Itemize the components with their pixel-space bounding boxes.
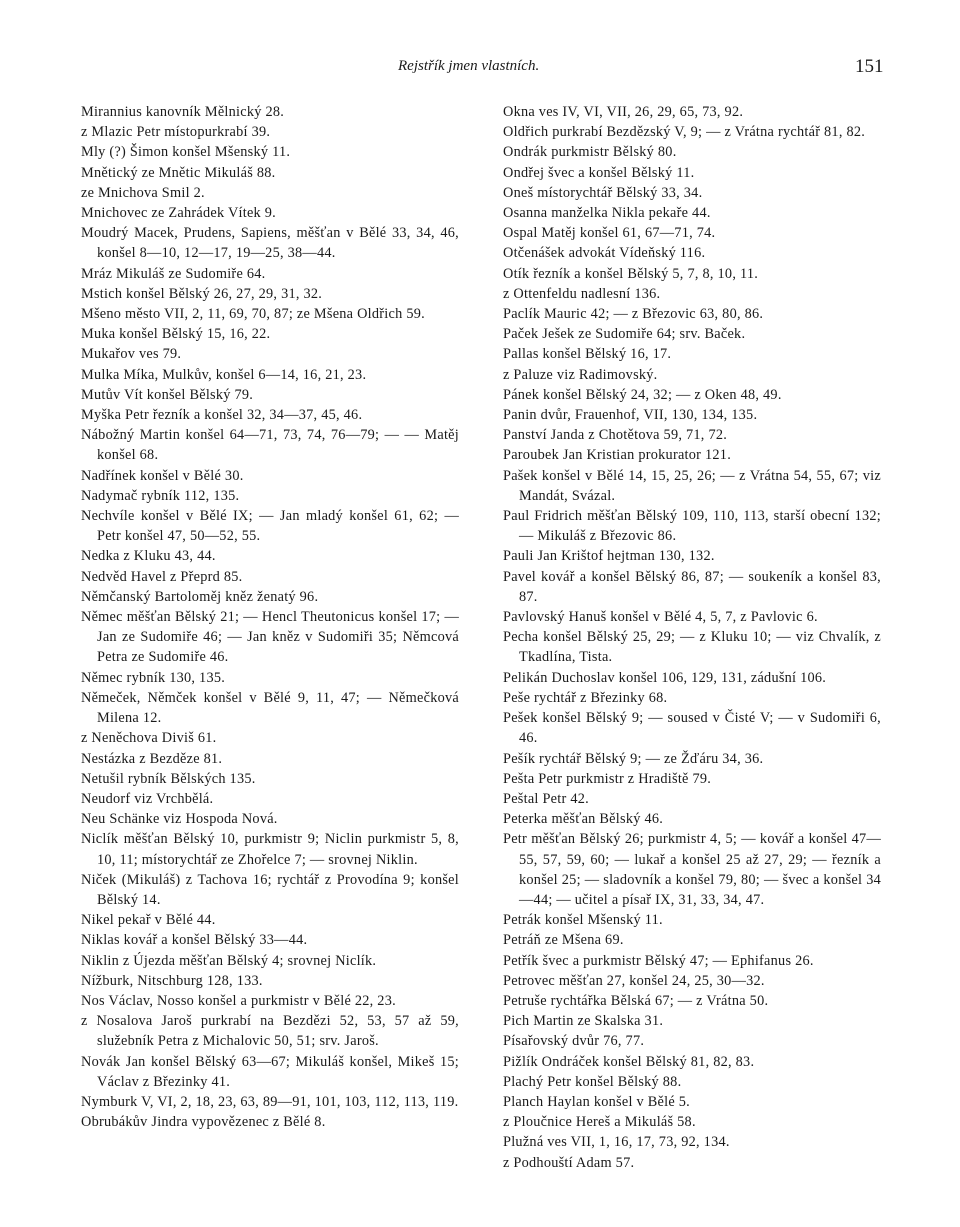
index-entry: Nedka z Kluku 43, 44. xyxy=(81,548,216,565)
index-entry: Nábožný Martin konšel 64—71, 73, 74, 76—79; — — Matěj konšel 68. xyxy=(81,427,459,464)
index-entry: Nos Václav, Nosso konšel a purkmistr v Bělé 22, 23. xyxy=(81,992,396,1009)
index-entry: Pelikán Duchoslav konšel 106, 129, 131, zádušní 106. xyxy=(503,669,827,686)
index-entry: Muka konšel Bělský 15, 16, 22. xyxy=(81,326,271,343)
index-entry: Němec měšťan Bělský 21; — Hencl Theutonicus konšel 17; — Jan ze Sudomiře 46; — Jan kněz v Sudomiři 35; Němcová Petra ze Sudomiře 46. xyxy=(81,609,459,666)
index-entry: Petruše rychtářka Bělská 67; — z Vrátna 50. xyxy=(503,992,769,1009)
index-entry: Písařovský dvůr 76, 77. xyxy=(503,1033,645,1050)
index-entry: Panin dvůr, Frauenhof, VII, 130, 134, 135. xyxy=(503,407,758,424)
index-entry: Paul Fridrich měšťan Bělský 109, 110, 113, starší obecní 132; — Mikuláš z Březovic 86. xyxy=(503,508,881,545)
index-entry: Nikel pekař v Bělé 44. xyxy=(81,912,216,929)
index-entry: ze Mnichova Smil 2. xyxy=(81,184,205,201)
index-entry: Ondrák purkmistr Bělský 80. xyxy=(503,144,677,161)
index-entry: Pašek konšel v Bělé 14, 15, 25, 26; — z Vrátna 54, 55, 67; viz Mandát, Svázal. xyxy=(503,467,881,504)
index-entry: Mnichovec ze Zahrádek Vítek 9. xyxy=(81,205,277,222)
index-entry: Pižlík Ondráček konšel Bělský 81, 82, 83. xyxy=(503,1053,755,1070)
index-entry: Plužná ves VII, 1, 16, 17, 73, 92, 134. xyxy=(503,1134,730,1151)
index-entry: Nechvíle konšel v Bělé IX; — Jan mladý konšel 61, 62; — Petr konšel 47, 50—52, 55. xyxy=(81,508,459,545)
running-head xyxy=(0,58,960,82)
index-entry: Oldřich purkrabí Bezdězský V, 9; — z Vrátna rychtář 81, 82. xyxy=(503,124,866,141)
index-entry: Peštal Petr 42. xyxy=(503,790,589,807)
index-entry: Paček Ješek ze Sudomiře 64; srv. Baček. xyxy=(503,326,746,343)
index-entry: Plachý Petr konšel Bělský 88. xyxy=(503,1073,682,1090)
index-entry: Nadymač rybník 112, 135. xyxy=(81,487,240,504)
index-entry: Mšeno město VII, 2, 11, 69, 70, 87; ze Mšena Oldřich 59. xyxy=(81,306,425,323)
running-title: Rejstřík jmen vlastních. xyxy=(398,58,540,74)
index-entry: Pauli Jan Krištof hejtman 130, 132. xyxy=(503,548,715,565)
index-entry: Ospal Matěj konšel 61, 67—71, 74. xyxy=(503,225,716,242)
index-entry: Pavlovský Hanuš konšel v Bělé 4, 5, 7, z Pavlovic 6. xyxy=(503,609,818,626)
index-entry: Neu Schänke viz Hospoda Nová. xyxy=(81,811,278,828)
index-entry: Otčenášek advokát Vídeňský 116. xyxy=(503,245,706,262)
index-entry: Petráň ze Mšena 69. xyxy=(503,932,624,949)
index-entry: Mutův Vít konšel Bělský 79. xyxy=(81,386,254,403)
index-entry: Nestázka z Bezděze 81. xyxy=(81,750,223,767)
index-column-left xyxy=(81,102,459,1132)
index-entry: Neudorf viz Vrchbělá. xyxy=(81,790,214,807)
index-entry: Pallas konšel Bělský 16, 17. xyxy=(503,346,672,363)
index-entry: Nedvěd Havel z Přeprd 85. xyxy=(81,568,243,585)
index-entry: Novák Jan konšel Bělský 63—67; Mikuláš konšel, Mikeš 15; Václav z Březinky 41. xyxy=(81,1053,459,1090)
index-entry: Peše rychtář z Březinky 68. xyxy=(503,689,668,706)
index-entry: Nadřínek konšel v Bělé 30. xyxy=(81,467,244,484)
index-entry: Petr měšťan Bělský 26; purkmistr 4, 5; — kovář a konšel 47—55, 57, 59, 60; — lukař a konšel 25 až 27, 29; — řezník a konšel 25; — sladovník a konšel 79, 80; — švec a konšel 34—44; — učitel a písař IX, 31, 33, 34, 47. xyxy=(503,831,881,908)
index-entry: Petřík švec a purkmistr Bělský 47; — Ephifanus 26. xyxy=(503,952,814,969)
index-entry: z Neněchova Diviš 61. xyxy=(81,730,217,747)
index-column-right xyxy=(503,102,881,1173)
index-entry: Pich Martin ze Skalska 31. xyxy=(503,1013,664,1030)
index-entry: Moudrý Macek, Prudens, Sapiens, měšťan v Bělé 33, 34, 46, konšel 8—10, 12—17, 19—25, 38—44. xyxy=(81,225,459,262)
index-entry: Pánek konšel Bělský 24, 32; — z Oken 48, 49. xyxy=(503,386,782,403)
index-entry: z Ottenfeldu nadlesní 136. xyxy=(503,285,661,302)
index-entry: Niklin z Újezda měšťan Bělský 4; srovnej Niclík. xyxy=(81,952,377,969)
index-entry: Myška Petr řezník a konšel 32, 34—37, 45, 46. xyxy=(81,407,363,424)
index-entry: z Mlazic Petr místopurkrabí 39. xyxy=(81,124,271,141)
index-entry: Němeček, Němček konšel v Bělé 9, 11, 47; — Němečková Milena 12. xyxy=(81,689,459,727)
index-entry: Okna ves IV, VI, VII, 26, 29, 65, 73, 92. xyxy=(503,104,744,120)
index-entry: Oneš místorychtář Bělský 33, 34. xyxy=(503,184,703,201)
index-entry: z Podhouští Adam 57. xyxy=(503,1154,635,1171)
index-entry: Planch Haylan konšel v Bělé 5. xyxy=(503,1093,690,1110)
index-entry: Mstich konšel Bělský 26, 27, 29, 31, 32. xyxy=(81,285,323,302)
index-entry: z Paluze viz Radimovský. xyxy=(503,366,658,383)
index-entry: Mulka Míka, Mulkův, konšel 6—14, 16, 21, 23. xyxy=(81,366,367,383)
index-entry: Otík řezník a konšel Bělský 5, 7, 8, 10, 11. xyxy=(503,265,759,282)
index-entry: Pavel kovář a konšel Bělský 86, 87; — soukeník a konšel 83, 87. xyxy=(503,568,881,605)
index-entry: Ondřej švec a konšel Bělský 11. xyxy=(503,164,695,181)
index-entry: Pešek konšel Bělský 9; — soused v Čisté V; — v Sudomiři 6, 46. xyxy=(503,710,881,747)
index-entry: Pešík rychtář Bělský 9; — ze Žďáru 34, 36. xyxy=(503,750,764,767)
index-entry: Mnětický ze Mnětic Mikuláš 88. xyxy=(81,164,276,181)
index-entry: Paroubek Jan Kristian prokurator 121. xyxy=(503,447,732,464)
index-entry: Petrovec měšťan 27, konšel 24, 25, 30—32. xyxy=(503,972,765,989)
index-entry: Mukařov ves 79. xyxy=(81,346,182,363)
index-entry: Niček (Mikuláš) z Tachova 16; rychtář z Provodína 9; konšel Bělský 14. xyxy=(81,871,459,908)
index-entry: Němčanský Bartoloměj kněz ženatý 96. xyxy=(81,588,319,605)
index-entry: Mly (?) Šimon konšel Mšenský 11. xyxy=(81,144,291,161)
index-entry: Nymburk V, VI, 2, 18, 23, 63, 89—91, 101, 103, 112, 113, 119. xyxy=(81,1093,459,1110)
index-entry: Netušil rybník Bělských 135. xyxy=(81,770,256,787)
index-entry: z Nosalova Jaroš purkrabí na Bezdězi 52, 53, 57 až 59, služebník Petra z Michalovic 50, 51; srv. Jaroš. xyxy=(81,1013,459,1050)
index-entry: Mráz Mikuláš ze Sudomiře 64. xyxy=(81,265,266,282)
index-entry: Niklas kovář a konšel Bělský 33—44. xyxy=(81,932,308,949)
index-entry: Mirannius kanovník Mělnický 28. xyxy=(81,104,285,120)
page-number: 151 xyxy=(855,56,884,77)
index-entry: Nížburk, Nitschburg 128, 133. xyxy=(81,972,263,989)
index-entry: z Ploučnice Hereš a Mikuláš 58. xyxy=(503,1114,696,1131)
index-entry: Peterka měšťan Bělský 46. xyxy=(503,811,664,828)
index-entry: Němec rybník 130, 135. xyxy=(81,669,226,686)
index-entry: Pecha konšel Bělský 25, 29; — z Kluku 10; — viz Chvalík, z Tkadlína, Tista. xyxy=(503,629,881,666)
index-entry: Osanna manželka Nikla pekaře 44. xyxy=(503,205,711,222)
index-entry: Pešta Petr purkmistr z Hradiště 79. xyxy=(503,770,712,787)
index-entry: Niclík měšťan Bělský 10, purkmistr 9; Niclin purkmistr 5, 8, 10, 11; místorychtář ze Zhořelce 7; — srovnej Niklin. xyxy=(81,831,459,868)
index-entry: Panství Janda z Chotětova 59, 71, 72. xyxy=(503,427,728,444)
index-entry: Petrák konšel Mšenský 11. xyxy=(503,912,663,929)
index-entry: Paclík Mauric 42; — z Březovic 63, 80, 86. xyxy=(503,306,764,323)
index-entry: Obrubákův Jindra vypovězenec z Bělé 8. xyxy=(81,1114,326,1131)
